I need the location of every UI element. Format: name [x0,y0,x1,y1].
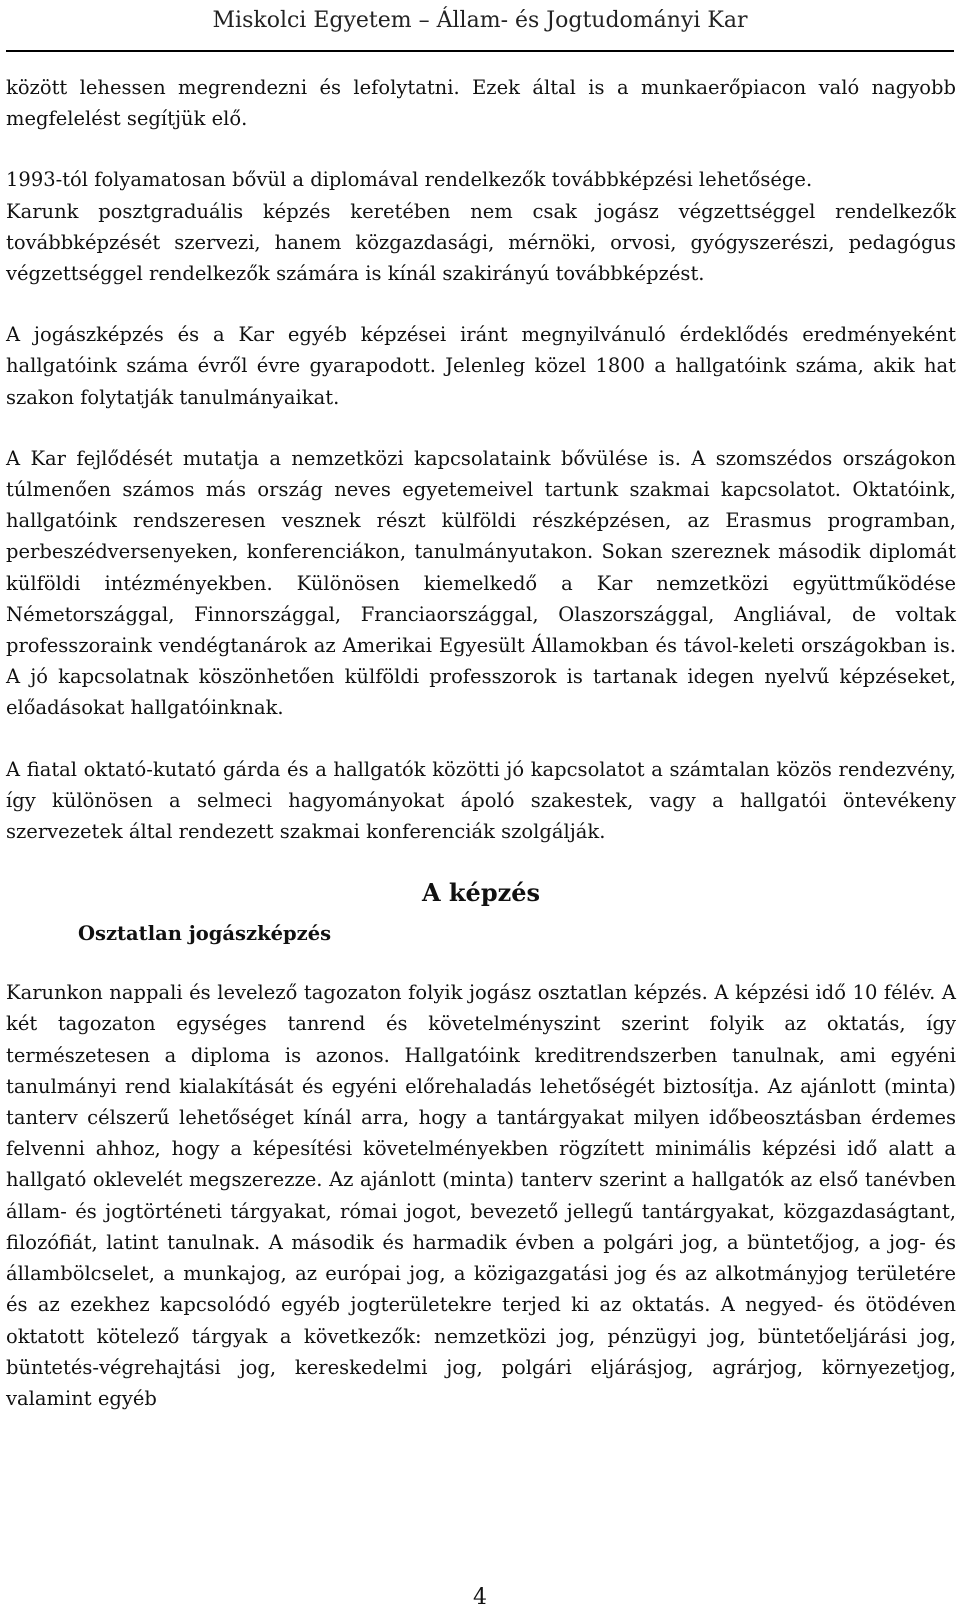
paragraph-international-relations: A Kar fejlődését mutatja a nemzetközi kapcsolataink bővülése is. A szomszédos országokon túlmenően számos más ország neves egyetemeivel tartunk szakmai kapcsolatot. Oktatóink, hallgatóink rendszeresen vesznek részt külföldi részképzésen, az Erasmus programban, perbeszédversenyeken, konferenciákon, tanulmányutakon. Sokan szereznek második diplomát külföldi intézményekben. Különösen kiemelkedő a Kar nemzetközi együttműködése Németországgal, Finnországgal, Franciaországgal, Olaszországgal, Angliával, de voltak professzoraink vendégtanárok az Amerikai Egyesült Államokban és távol-keleti országokban is. A jó kapcsolatnak köszönhetően külföldi professzorok is tartanak idegen nyelvű képzéseket, előadásokat hallgatóinknak. [6,446,956,720]
paragraph-continuation: között lehessen megrendezni és lefolytatni. Ezek által is a munkaerőpiacon való nagyobb megfelelést segítjük elő. [6,76,956,131]
paragraph-community: A fiatal oktató-kutató gárda és a hallgatók közötti jó kapcsolatot a számtalan közös rendezvény, így különösen a selmeci hagyományokat ápoló szakestek, vagy a hallgatói öntevékeny szervezetek által rendezett szakmai konferenciák szolgálják. [6,757,956,844]
paragraph-undivided-training: Karunkon nappali és levelező tagozaton folyik jogász osztatlan képzés. A képzési idő 10 félév. A két tagozaton egységes tanrend és követelményszint szerint folyik az oktatás, így természetesen a diploma is azonos. Hallgatóink kreditrendszerben tanulnak, ami egyéni tanulmányi rend kialakítását és egyéni előrehaladás lehetőségét biztosítja. Az ajánlott (minta) tanterv célszerű lehetőséget kínál arra, hogy a tantárgyakat milyen időbeosztásban érdemes felvenni ahhoz, hogy a képesítési követelményekben rögzített minimális képzési idő alatt a hallgató oklevelét megszerezze. Az ajánlott (minta) tanterv szerint a hallgatók az első tanévben állam- és jogtörténeti tárgyakat, római jogot, bevezető jellegű tantárgyakat, közgazdaságtant, filozófiát, latint tanulnak. A második és harmadik évben a polgári jog, a büntetőjog, a jog- és állambölcselet, a munkajog, az európai jog, a közigazgatási jog és az alkotmányjog területére és az ezekhez kapcsolódó egyéb jogterületekre terjed ki az oktatás. A negyed- és ötödéven oktatott kötelező tárgyak a következők: nemzetközi jog, pénzügyi jog, büntetőeljárási jog, büntetés-végrehajtási jog, kereskedelmi jog, polgári eljárásjog, agrárjog, környezetjog, valamint egyéb [6,981,956,1410]
running-header: Miskolci Egyetem – Állam- és Jogtudományi Kar [212,8,748,33]
page-number: 4 [473,1585,487,1610]
paragraph-student-numbers: A jogászképzés és a Kar egyéb képzései iránt megnyilvánuló érdeklődés eredményeként hallgatóink száma évről évre gyarapodott. Jelenleg közel 1800 a hallgatóink száma, akik hat szakon folytatják tanulmányaikat. [6,323,956,409]
section-heading: A képzés [421,878,541,908]
document-body [6,72,956,1444]
header-divider [6,50,954,52]
paragraph-postgraduate-intro: 1993-tól folyamatosan bővül a diplomával rendelkezők továbbképzési lehetősége. [6,168,813,192]
paragraph-postgraduate: Karunk posztgraduális képzés keretében nem csak jogász végzettséggel rendelkezők továbbképzését szervezi, hanem közgazdasági, mérnöki, orvosi, gyógyszerészi, pedagógus végzettséggel rendelkezők számára is kínál szakirányú továbbképzést. [6,199,956,286]
subsection-heading: Osztatlan jogászképzés [78,922,332,946]
